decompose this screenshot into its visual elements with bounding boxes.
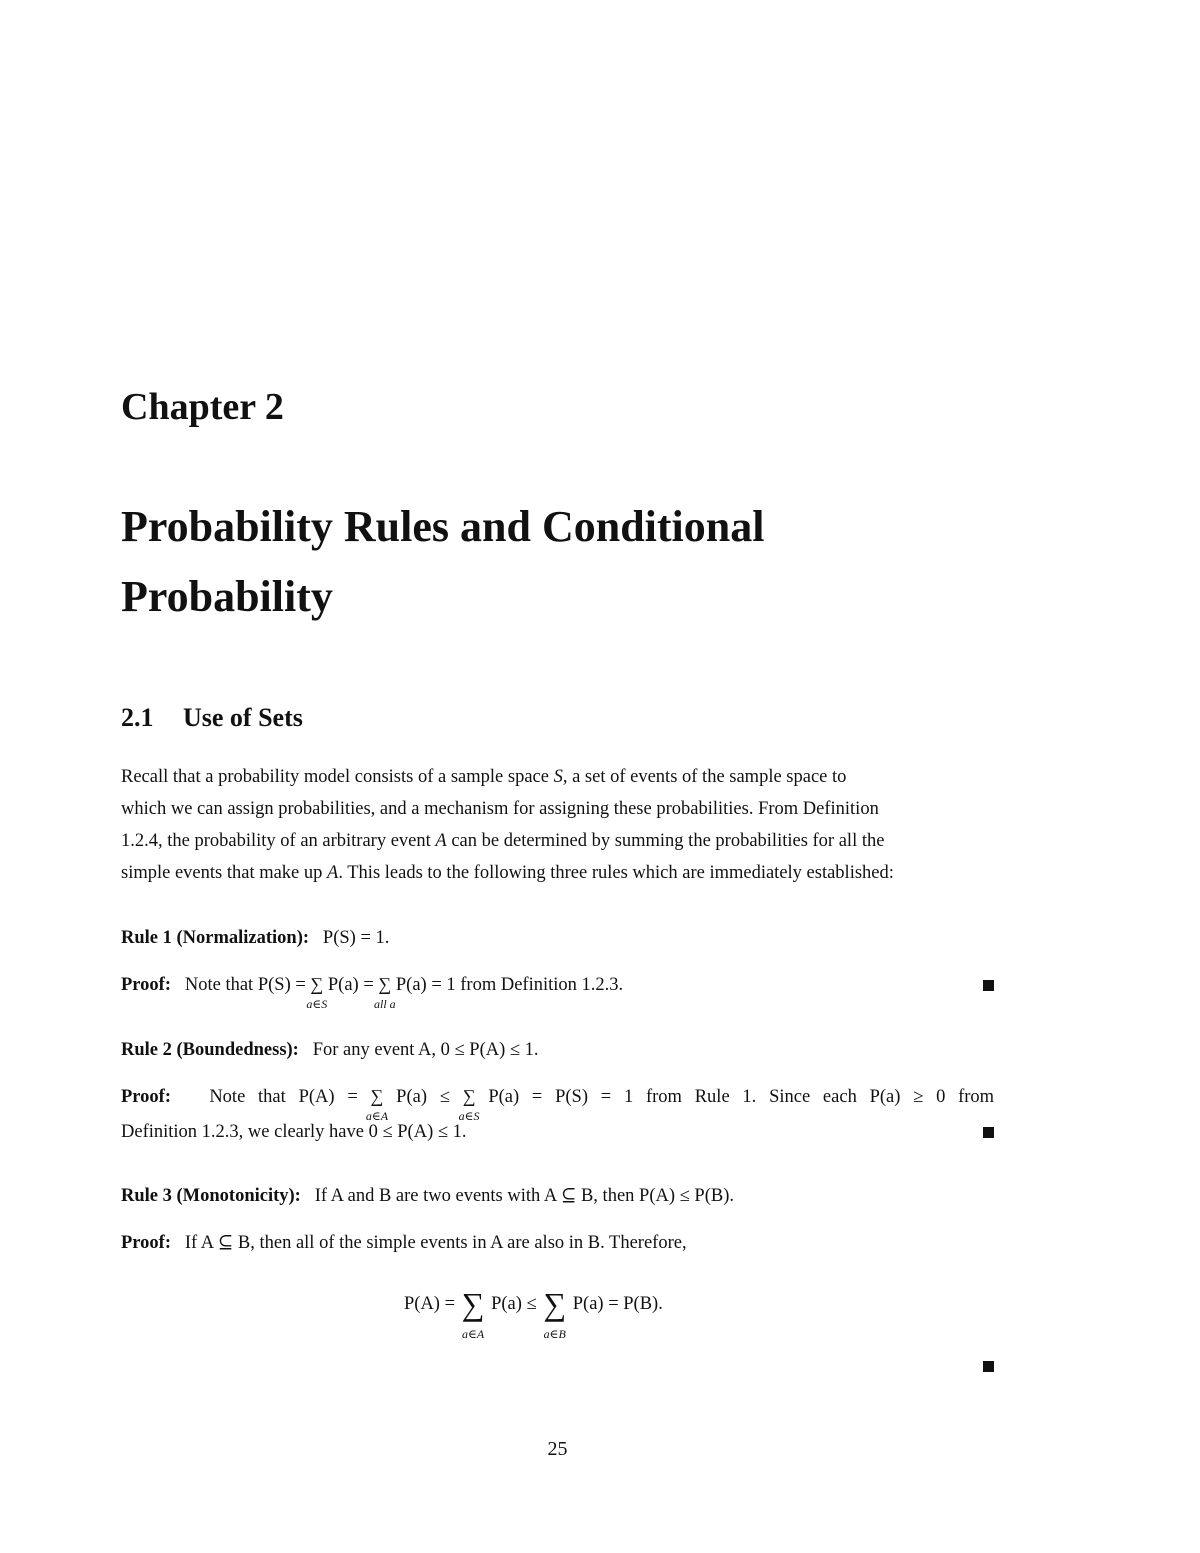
summation-symbol: ∑ all a bbox=[373, 974, 396, 1011]
summation-symbol: ∑ a∈A bbox=[365, 1086, 389, 1123]
rule-3-label: Rule 3 (Monotonicity): bbox=[121, 1186, 301, 1206]
rule-1-proof: Proof: Note that P(S) = ∑ a∈S P(a) = ∑ all a P(a) = 1 from Definition 1.2.3. bbox=[121, 974, 624, 1011]
chapter-title-line-1: Probability Rules and Conditional bbox=[121, 502, 765, 551]
summation-symbol: ∑ a∈A bbox=[461, 1286, 485, 1341]
proof-label: Proof: bbox=[121, 975, 171, 995]
section-heading bbox=[121, 703, 303, 733]
rule-3-statement bbox=[121, 1184, 734, 1208]
summation-symbol: ∑ a∈B bbox=[543, 1286, 567, 1341]
section-number: 2.1 bbox=[121, 703, 154, 732]
qed-symbol bbox=[983, 1361, 994, 1372]
rule-3-proof: Proof: If A ⊆ B, then all of the simple events in A are also in B. Therefore, bbox=[121, 1233, 687, 1253]
display-equation: P(A) = ∑ a∈A P(a) ≤ ∑ a∈B P(a) = P(B). bbox=[404, 1286, 663, 1341]
chapter-label: Chapter 2 bbox=[121, 386, 284, 428]
rule-2-label: Rule 2 (Boundedness): bbox=[121, 1040, 299, 1060]
summation-symbol: ∑ a∈S bbox=[458, 1086, 480, 1123]
chapter-title bbox=[121, 492, 1021, 632]
rule-1-label: Rule 1 (Normalization): bbox=[121, 928, 310, 948]
rule-1-text: P(S) = 1. bbox=[322, 928, 390, 948]
proof-label: Proof: bbox=[121, 1233, 171, 1253]
page-number: 25 bbox=[547, 1438, 568, 1460]
section-title: Use of Sets bbox=[183, 703, 303, 732]
proof-label: Proof: bbox=[121, 1087, 171, 1107]
chapter-title-line-2: Probability bbox=[121, 572, 333, 621]
rule-1-statement bbox=[121, 926, 389, 950]
qed-symbol bbox=[983, 1127, 994, 1138]
intro-line: which we can assign probabilities, and a mechanism for assigning these probabilities. From Definition bbox=[121, 799, 879, 819]
intro-line: Recall that a probability model consists of a sample space S, a set of events of the sample space to bbox=[121, 767, 847, 787]
intro-line: simple events that make up A. This leads to the following three rules which are immediately established: bbox=[121, 863, 894, 883]
rule-2-statement bbox=[121, 1038, 539, 1062]
rule-2-text: For any event A, 0 ≤ P(A) ≤ 1. bbox=[312, 1040, 539, 1060]
intro-paragraph bbox=[121, 761, 994, 889]
rule-3-text: If A and B are two events with A ⊆ B, then P(A) ≤ P(B). bbox=[314, 1186, 734, 1206]
summation-symbol: ∑ a∈S bbox=[306, 974, 328, 1011]
rule-2-proof-line-2: Definition 1.2.3, we clearly have 0 ≤ P(A) ≤ 1. bbox=[121, 1122, 467, 1142]
qed-symbol bbox=[983, 980, 994, 991]
intro-line: 1.2.4, the probability of an arbitrary event A can be determined by summing the probabilities for all the bbox=[121, 831, 885, 851]
rule-2-proof: Proof: Note that P(A) = ∑ a∈A P(a) ≤ ∑ a∈S P(a) = P(S) = 1 from Rule 1. Since each P(a) ≥ 0 from bbox=[121, 1086, 995, 1123]
